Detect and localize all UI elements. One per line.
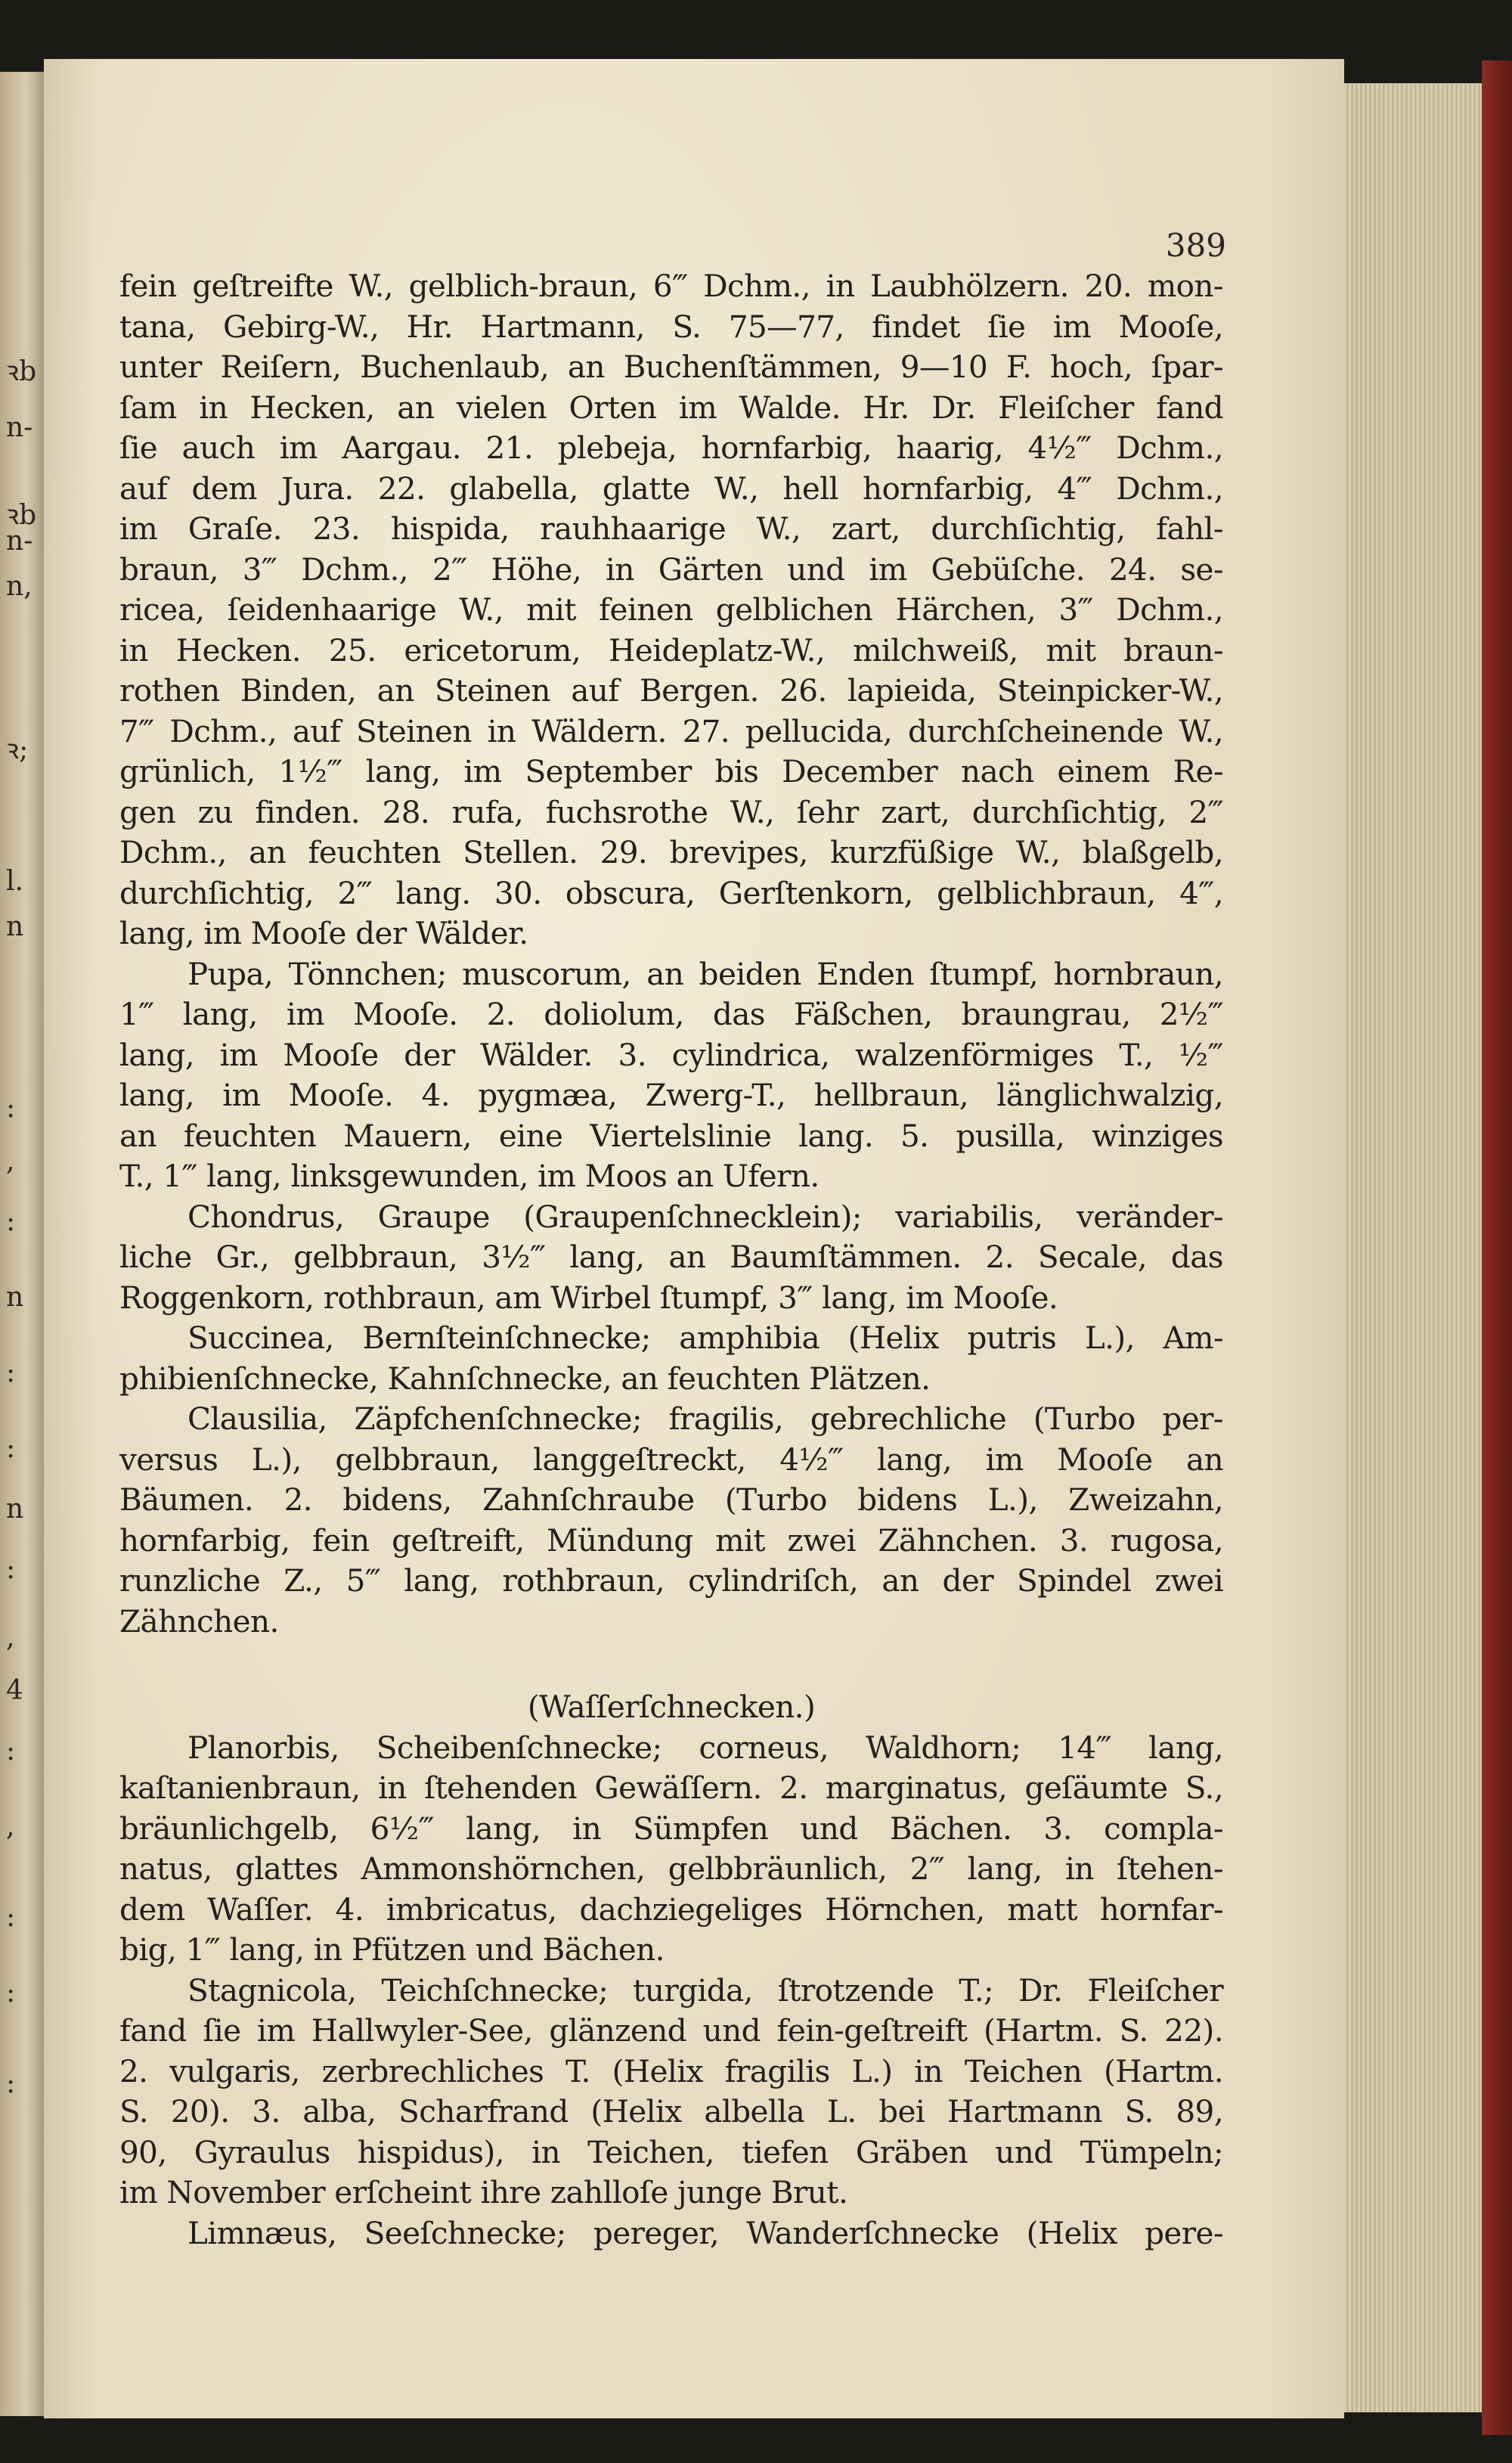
- previous-page-edge-char: ,: [6, 1811, 15, 1842]
- text-line: dem Waſſer. 4. imbricatus, dachziegeliges Hörnchen, matt hornfar-: [119, 1891, 1223, 1928]
- previous-page-edge-char: n-: [6, 412, 33, 443]
- text-line: Bäumen. 2. bidens, Zahnſchraube (Turbo bidens L.), Zweizahn,: [119, 1481, 1223, 1518]
- text-line: lang, im Mooſe. 4. pygmæa, Zwerg-T., hellbraun, länglichwalzig,: [119, 1077, 1223, 1113]
- previous-page-edge-char: ,: [6, 1146, 15, 1177]
- text-line: fein geſtreifte W., gelblich-braun, 6‴ Dchm., in Laubhölzern. 20. mon-: [119, 268, 1223, 304]
- previous-page-edge-char: ,: [6, 1622, 15, 1653]
- previous-page-edge-char: ꝛb: [6, 500, 37, 531]
- text-line: tana, Gebirg-W., Hr. Hartmann, S. 75—77, findet ſie im Mooſe,: [119, 308, 1223, 345]
- text-line: gen zu finden. 28. rufa, fuchsrothe W., ſehr zart, durchſichtig, 2‴: [119, 793, 1223, 830]
- book-cover-edge: [1482, 60, 1512, 2435]
- text-line: Zähnchen.: [119, 1602, 279, 1639]
- previous-page-edge-char: ꝛb: [6, 356, 37, 387]
- text-line: 2. vulgaris, zerbrechliches T. (Helix fragilis L.) in Teichen (Hartm.: [119, 2052, 1223, 2089]
- section-heading: (Waſſerſchnecken.): [527, 1689, 816, 1725]
- previous-page-edge-char: n-: [6, 526, 33, 557]
- text-line: kaſtanienbraun, in ſtehenden Gewäſſern. 2. marginatus, geſäumte S.,: [119, 1770, 1223, 1806]
- text-line: grünlich, 1½‴ lang, im September bis December nach einem Re-: [119, 753, 1223, 789]
- text-line: big, 1‴ lang, in Pfützen und Bächen.: [119, 1931, 665, 1968]
- page-stack-edge: [1344, 83, 1495, 2412]
- text-line: im Graſe. 23. hispida, rauhhaarige W., zart, durchſichtig, fahl-: [119, 510, 1223, 547]
- text-line: bräunlichgelb, 6½‴ lang, in Sümpfen und Bächen. 3. compla-: [119, 1810, 1223, 1847]
- previous-page-edge-char: :: [6, 1433, 16, 1464]
- text-line: Stagnicola, Teichſchnecke; turgida, ſtrotzende T.; Dr. Fleiſcher: [187, 1971, 1223, 2009]
- previous-page-edge-char: :: [6, 1357, 16, 1388]
- text-line: 1‴ lang, im Mooſe. 2. doliolum, das Fäßchen, braungrau, 2½‴: [119, 996, 1223, 1032]
- text-line: lang, im Mooſe der Wälder. 3. cylindrica, walzenförmiges T., ½‴: [119, 1036, 1223, 1073]
- text-line: runzliche Z., 5‴ lang, rothbraun, cylindriſch, an der Spindel zwei: [119, 1562, 1223, 1599]
- previous-page-edge-char: :: [6, 1736, 16, 1767]
- previous-page-edge-char: n: [6, 911, 24, 942]
- previous-page-edge-char: 4: [6, 1675, 23, 1706]
- text-line: S. 20). 3. alba, Scharfrand (Helix albella L. bei Hartmann S. 89,: [119, 2093, 1223, 2130]
- text-line: Dchm., an feuchten Stellen. 29. brevipes, kurzfüßige W., blaßgelb,: [119, 834, 1223, 870]
- page-number: 389: [1165, 227, 1226, 264]
- text-line: Pupa, Tönnchen; muscorum, an beiden Enden ſtumpf, hornbraun,: [187, 955, 1223, 992]
- text-line: 90, Gyraulus hispidus), in Teichen, tiefen Gräben und Tümpeln;: [119, 2133, 1223, 2170]
- text-line: ſie auch im Aargau. 21. plebeja, hornfarbig, haarig, 4½‴ Dchm.,: [119, 430, 1223, 466]
- text-line: im November erſcheint ihre zahlloſe junge Brut.: [119, 2174, 848, 2210]
- previous-page-edge-char: ꝛ;: [6, 734, 29, 765]
- previous-page-edge-char: l.: [6, 866, 23, 897]
- text-line: fand ſie im Hallwyler-See, glänzend und fein-geſtreift (Hartm. S. 22).: [119, 2012, 1223, 2049]
- previous-page-edge-char: :: [6, 1978, 16, 2009]
- text-line: 7‴ Dchm., auf Steinen in Wäldern. 27. pellucida, durchſcheinende W.,: [119, 712, 1223, 749]
- previous-page-edge: [0, 72, 44, 2416]
- previous-page-edge-char: n: [6, 1494, 24, 1525]
- text-line: ſam in Hecken, an vielen Orten im Walde. Hr. Dr. Fleiſcher fand: [119, 389, 1223, 426]
- text-line: T., 1‴ lang, linksgewunden, im Moos an Ufern.: [119, 1158, 820, 1194]
- text-line: auf dem Jura. 22. glabella, glatte W., hell hornfarbig, 4‴ Dchm.,: [119, 470, 1223, 507]
- text-line: natus, glattes Ammonshörnchen, gelbbräunlich, 2‴ lang, in ſtehen-: [119, 1850, 1223, 1887]
- text-line: phibienſchnecke, Kahnſchnecke, an feuchten Plätzen.: [119, 1360, 931, 1397]
- text-line: unter Reiſern, Buchenlaub, an Buchenſtämmen, 9—10 F. hoch, ſpar-: [119, 349, 1223, 385]
- previous-page-edge-char: :: [6, 1554, 16, 1585]
- text-line: liche Gr., gelbbraun, 3½‴ lang, an Baumſtämmen. 2. Secale, das: [119, 1239, 1223, 1275]
- text-line: durchſichtig, 2‴ lang. 30. obscura, Gerſtenkorn, gelblichbraun, 4‴,: [119, 874, 1223, 911]
- previous-page-edge-char: :: [6, 1206, 16, 1237]
- previous-page-edge-char: :: [6, 2068, 16, 2099]
- paragraph-gap: [119, 1642, 1223, 1687]
- text-line: hornfarbig, fein geſtreift, Mündung mit zwei Zähnchen. 3. rugosa,: [119, 1522, 1223, 1559]
- text-line: versus L.), gelbbraun, langgeſtreckt, 4½‴ lang, im Mooſe an: [119, 1441, 1223, 1478]
- text-line: Planorbis, Scheibenſchnecke; corneus, Waldhorn; 14‴ lang,: [187, 1729, 1223, 1766]
- text-line: braun, 3‴ Dchm., 2‴ Höhe, in Gärten und im Gebüſche. 24. se-: [119, 551, 1223, 588]
- previous-page-edge-char: n: [6, 1282, 24, 1313]
- text-line: Chondrus, Graupe (Graupenſchnecklein); variabilis, veränder-: [187, 1198, 1223, 1235]
- text-line: Clausilia, Zäpfchenſchnecke; fragilis, gebrechliche (Turbo per-: [187, 1401, 1223, 1437]
- text-line: an feuchten Mauern, eine Viertelslinie lang. 5. pusilla, winziges: [119, 1117, 1223, 1154]
- text-line: rothen Binden, an Steinen auf Bergen. 26. lapieida, Steinpicker-W.,: [119, 672, 1223, 709]
- text-line: ricea, ſeidenhaarige W., mit feinen gelblichen Härchen, 3‴ Dchm.,: [119, 591, 1223, 628]
- body-text: [119, 266, 1223, 2254]
- text-line: Limnæus, Seeſchnecke; pereger, Wanderſchnecke (Helix pere-: [187, 2214, 1223, 2251]
- text-line: Roggenkorn, rothbraun, am Wirbel ſtumpf, 3‴ lang, im Mooſe.: [119, 1279, 1058, 1316]
- previous-page-edge-char: :: [6, 1902, 16, 1933]
- text-line: lang, im Mooſe der Wälder.: [119, 915, 528, 951]
- text-line: in Hecken. 25. ericetorum, Heideplatz-W., milchweiß, mit braun-: [119, 631, 1223, 668]
- previous-page-edge-char: :: [6, 1093, 16, 1124]
- previous-page-edge-char: n,: [6, 571, 33, 602]
- text-line: Succinea, Bernſteinſchnecke; amphibia (Helix putris L.), Am-: [187, 1320, 1223, 1356]
